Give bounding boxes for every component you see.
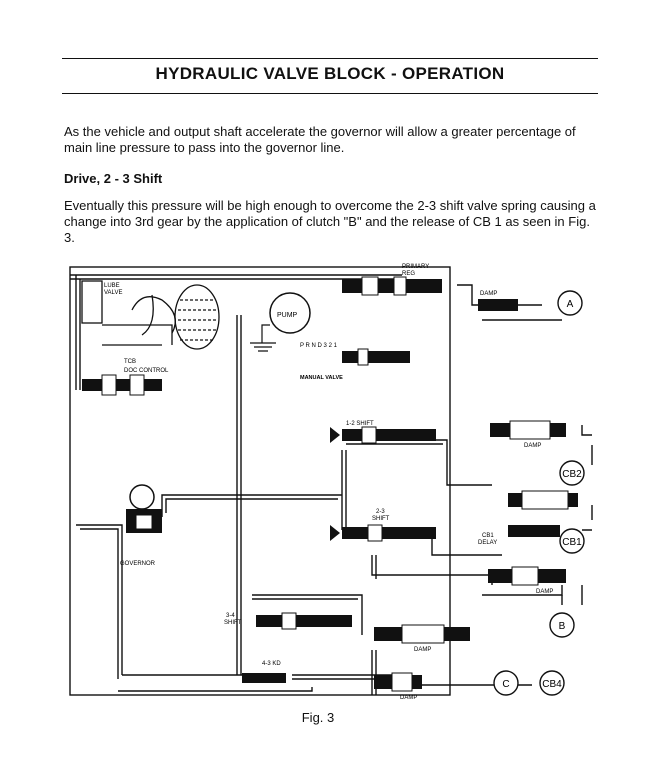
cb1-upper-spool — [522, 491, 568, 509]
primary-reg-valve — [342, 279, 442, 293]
tcb-label: TCB — [124, 359, 136, 365]
doc-control-label: DOC CONTROL — [124, 368, 169, 374]
cb1-delay-label-b: DELAY — [478, 540, 498, 546]
circle-b-label: B — [558, 621, 566, 632]
lube-box — [82, 281, 102, 323]
pump-label: PUMP — [277, 312, 298, 319]
primary-reg-spool-2 — [394, 277, 406, 295]
damp-b-line — [562, 585, 582, 605]
shift-23-spool — [368, 525, 382, 541]
tcb-spool-2 — [130, 375, 144, 395]
shift-34-spool — [282, 613, 296, 629]
main-line-top — [70, 275, 402, 279]
shift-line-1 — [342, 440, 492, 485]
shift-12-label: 1-2 SHIFT — [346, 421, 374, 427]
circle-cb4-label: CB4 — [542, 679, 562, 690]
section-heading: Drive, 2 - 3 Shift — [64, 171, 163, 186]
damp-c-label: DAMP — [414, 647, 432, 653]
cooler-fins — [178, 300, 216, 340]
intro-paragraph: As the vehicle and output shaft accelerate the governor will allow a greater percentage of main line pressure to pass into the governor line. — [64, 124, 576, 155]
damp-b-label: DAMP — [536, 589, 554, 595]
governor-to-valve — [162, 495, 342, 517]
arrow-23 — [330, 525, 340, 541]
circle-c-label: C — [502, 679, 510, 690]
governor-line — [76, 525, 122, 679]
page-title: HYDRAULIC VALVE BLOCK - OPERATION — [155, 64, 505, 83]
manual-valve-label: MANUAL VALVE — [300, 375, 343, 381]
damp-cb2-label: DAMP — [524, 443, 542, 449]
title-rule-top — [62, 58, 598, 59]
circle-cb2-label: CB2 — [562, 469, 582, 480]
damp-cb2-spool — [510, 421, 550, 439]
damp-cb4-label: DAMP — [400, 695, 418, 701]
shift-34-valve — [256, 615, 352, 627]
manual-valve — [342, 351, 410, 363]
reg-label: REG — [402, 271, 416, 277]
kd-43-valve — [242, 673, 286, 683]
shift-34-label-a: 3-4 — [226, 613, 235, 619]
circle-cb1-label: CB1 — [562, 537, 582, 548]
tcb-lines — [102, 325, 172, 345]
damp-b-spool — [512, 567, 538, 585]
right-trunk — [342, 450, 346, 530]
left-frame-line — [76, 275, 80, 390]
sump-icon — [250, 343, 276, 351]
primary-label: PRIMARY — [402, 264, 430, 270]
title-rule-bottom — [62, 93, 598, 94]
shift-12-valve — [342, 429, 436, 441]
governor-label: GOVERNOR — [120, 561, 156, 567]
primary-reg-spool — [362, 277, 378, 295]
cb1-delay-valve — [508, 525, 560, 537]
lube-label: LUBE — [104, 283, 120, 289]
valve-label: VALVE — [104, 290, 123, 296]
shift-23-valve — [342, 527, 436, 539]
kd-43-label: 4-3 KD — [262, 661, 281, 667]
shift-paragraph: Eventually this pressure will be high enough to overcome the 2-3 shift valve spring causing a change into 3rd gear by the application of clutch "B" and the release of CB 1 as seen in Fig. 3. — [64, 198, 596, 245]
circle-a-label: A — [566, 299, 574, 310]
manual-valve-spool — [358, 349, 368, 365]
arrow-12 — [330, 427, 340, 443]
governor-spool — [136, 515, 152, 529]
shift-23-label-a: 2-3 — [376, 509, 385, 515]
tcb-spool — [102, 375, 116, 395]
tcb-valve-body — [82, 379, 162, 391]
range-label: P R N D 3 2 1 — [300, 343, 337, 349]
cb1-delay-label-a: CB1 — [482, 533, 494, 539]
hydraulic-diagram — [62, 255, 602, 705]
shift-23-label-b: SHIFT — [372, 516, 390, 522]
pump-inlet — [262, 325, 270, 343]
damp-a-label: DAMP — [480, 291, 498, 297]
shift-34-label-b: SHIFT — [224, 620, 242, 626]
governor-weight — [130, 485, 154, 509]
shift-line-3 — [372, 555, 492, 585]
damp-cb4-spool — [392, 673, 412, 691]
figure-caption: Fig. 3 — [301, 710, 335, 725]
lube-coil — [132, 295, 175, 335]
damp-c-spool — [402, 625, 444, 643]
damp-a-valve — [478, 299, 518, 311]
shift-12-spool — [362, 427, 376, 443]
